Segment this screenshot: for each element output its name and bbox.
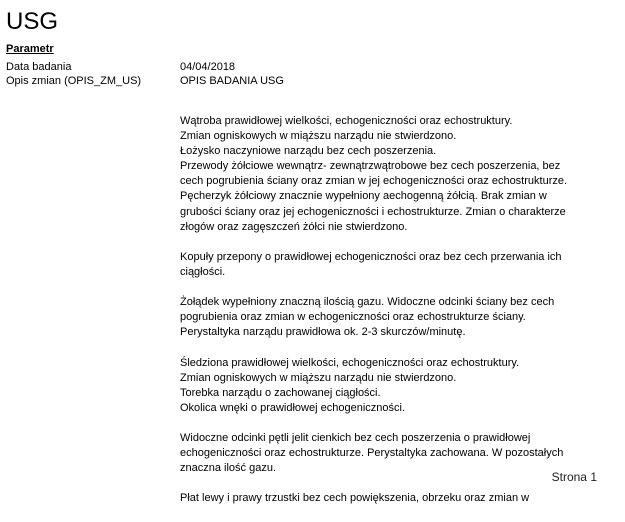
section-header-parametr: Parametr <box>6 43 54 55</box>
report-line: Śledziona prawidłowej wielkości, echogeniczności oraz echostruktury. <box>180 356 520 369</box>
field-label: Data badania <box>6 61 72 73</box>
report-line: Wątroba prawidłowej wielkości, echogeniczności oraz echostruktury. <box>180 115 513 127</box>
page-number: Strona 1 <box>551 470 597 484</box>
report-line: Łożysko naczyniowe narządu bez cech poszerzenia. <box>180 145 437 158</box>
report-line: Kopuły przepony o prawidłowej echogeniczności oraz bez cech przerwania ich <box>180 250 562 263</box>
report-line: znaczna ilość gazu. <box>180 462 276 475</box>
report-line: Żołądek wypełniony znaczną ilością gazu. Widoczne odcinki ściany bez cech <box>180 296 555 309</box>
report-paragraph <box>180 356 580 416</box>
report-line: pogrubienia oraz zmian w echogeniczności oraz echostrukturze ściany. <box>180 311 526 324</box>
report-paragraph <box>180 431 580 476</box>
report-line: Torebka narządu o zachowanej ciągłości. <box>180 386 381 399</box>
report-body <box>180 114 580 522</box>
document-title: USG <box>6 8 59 35</box>
report-line: grubości ściany oraz jej echogeniczności i echostrukturze. Zmian o charakterze <box>180 205 566 218</box>
report-paragraph <box>180 250 580 280</box>
report-line: złogów oraz zagęszczeń żółci nie stwierdzono. <box>180 220 408 233</box>
field-value: 04/04/2018 <box>180 61 236 73</box>
report-paragraph <box>180 295 580 340</box>
report-line: Płat lewy i prawy trzustki bez cech powiększenia, obrzeku oraz zmian w <box>180 492 530 505</box>
report-line: cech pogrubienia ściany oraz zmian w jej echogeniczności oraz echostrukturze. <box>180 175 568 188</box>
report-line: Widoczne odcinki pętli jelit cienkich bez cech poszerzenia o prawidłowej <box>180 431 531 444</box>
report-line: Przewody żółciowe wewnątrz- zewnątrzwątrobowe bez cech poszerzenia, bez <box>180 160 561 173</box>
report-line: Zmian ogniskowych w miąższu narządu nie stwierdzono. <box>180 371 457 384</box>
field-value: OPIS BADANIA USG <box>180 75 284 87</box>
report-line: Okolica wnęki o prawidłowej echogeniczności. <box>180 401 406 414</box>
field-row-opis-zmian <box>6 74 606 88</box>
report-line: echogeniczności oraz echostrukturze. Perystaltyka zachowana. W pozostałych <box>180 447 564 460</box>
report-paragraph <box>180 114 580 235</box>
report-line: Pęcherzyk żółciowy znacznie wypełniony aechogenną żółcią. Brak zmian w <box>180 190 547 203</box>
report-line: ciągłości. <box>180 265 226 278</box>
report-paragraph <box>180 491 580 506</box>
report-line: Zmian ogniskowych w miąższu narządu nie stwierdzono. <box>180 130 457 143</box>
report-line: Perystaltyka narządu prawidłowa ok. 2-3 skurczów/minutę. <box>180 326 466 339</box>
field-label: Opis zmian (OPIS_ZM_US) <box>6 75 142 87</box>
field-row-data-badania <box>6 60 606 74</box>
